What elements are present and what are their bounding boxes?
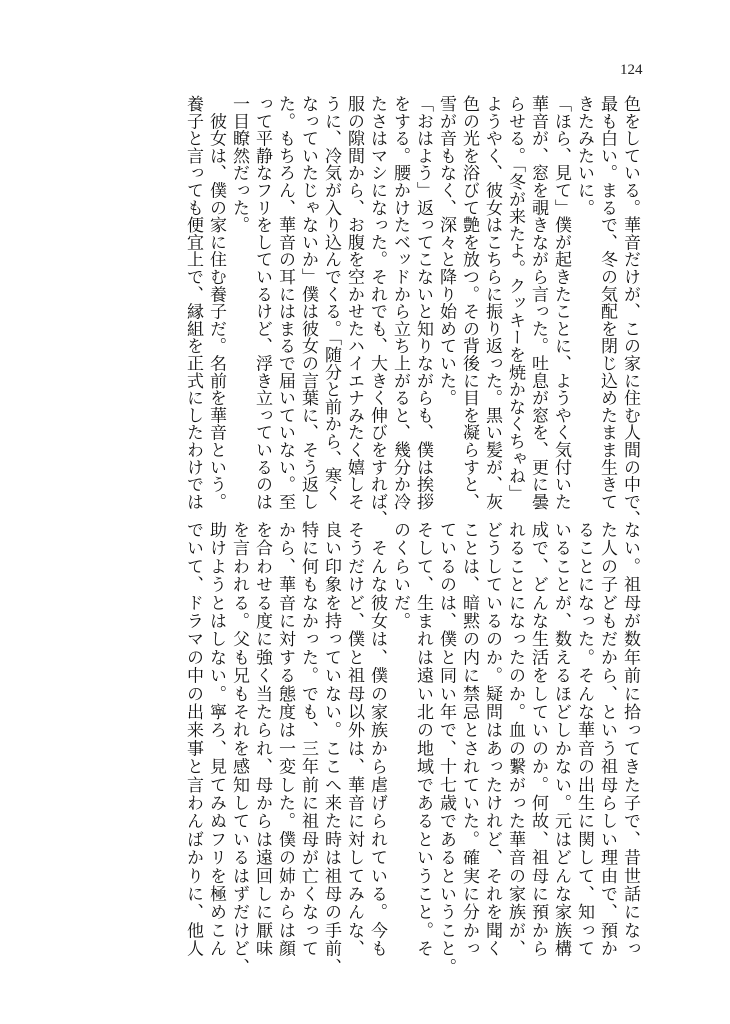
text-line: たさはマシになった。それでも、大きく伸びをすれば、 [367,95,387,528]
text-line: を合わせる度に強く当たられ、母からは遠回しに厭味 [252,521,272,958]
text-line: た。もちろん、華音の耳にはまるで届いていない。至 [275,95,295,511]
text-line: をする。腰かけたベッドから立ち上がると、幾分か冷 [390,95,410,511]
text-line: 一目瞭然だった。 [229,95,249,234]
text-line: いることが、数えるほどしかない。元はどんな家族構 [551,521,571,958]
text-line: ているのは、僕と同い年で、十七歳であるということ。 [436,521,456,976]
text-line: なっていたじゃないか」僕は彼女の言葉に、そう返し [298,95,318,511]
text-block-bottom [181,521,641,976]
text-line: らせる。「冬が来たよ。クッキーを焼かなくちゃね」 [505,95,525,502]
text-line: うに、冷気が入り込んでくる。「随分と前から、寒く [321,95,341,502]
text-line: ことは、暗黙の内に禁忌とされていた。確実に分かっ [459,521,479,958]
text-line: 「ほら、見て」僕が起きたことに、ようやく気付いた [551,95,571,511]
text-line: ることになった。そんな華音の出生に関して、知って [574,521,594,958]
page-number: 124 [620,62,643,78]
text-line: 「おはよう」返ってこないと知りながらも、僕は挨拶 [413,95,433,511]
text-line: た人の子どもだから、という祖母らしい理由で、預か [597,521,617,958]
text-line: 雪が音もなく、深々と降り始めていた。 [436,95,456,407]
text-block-top [181,95,641,528]
text-line: ない。祖母が数年前に拾ってきた子で、昔世話になっ [620,521,640,958]
text-line: そして、生まれは遠い北の地域であるということ。そ [413,521,433,958]
text-line: 色の光を浴びて艶を放つ。その背後に目を凝らすと、 [459,95,479,511]
text-line: を言われる。父も兄もそれを感知しているはずだけど、 [229,521,249,976]
text-line: 良い印象を持っていない。ここへ来た時は祖母の手前、 [321,521,341,976]
text-line: 最も白い。まるで、冬の気配を閉じ込めたまま生きて [597,95,617,511]
text-line: でいて、ドラマの中の出来事と言わんばかりに、他人 [183,521,203,958]
text-line: ようやく、彼女はこちらに振り返った。黒い髪が、灰 [482,95,502,511]
text-line: 成で、どんな生活をしていのか。何故、祖母に預から [528,521,548,958]
text-line: 彼女は、僕の家に住む養子だ。名前を華音という。 [206,95,226,511]
text-line: そうだけど、僕と祖母以外は、華音に対してみんな、 [344,521,364,958]
text-line: 特に何もなかった。でも、三年前に祖母が亡くなって [298,521,318,958]
text-line: って平静なフリをしているけど、浮き立っているのは [252,95,272,511]
text-line: 服の隙間から、お腹を空かせたハイエナみたく嬉しそ [344,95,364,511]
text-line: 色をしている。華音だけが、この家に住む人間の中で、 [620,95,640,528]
text-line: から、華音に対する態度は一変した。僕の姉からは顔 [275,521,295,958]
text-line: れることになったのか。血の繋がった華音の家族が、 [505,521,525,958]
text-line: どうしているのか。疑問はあったけれど、それを聞く [482,521,502,958]
text-line: 華音が、窓を覗きながら言った。吐息が窓を、更に曇 [528,95,548,511]
text-line: そんな彼女は、僕の家族から虐げられている。今も [367,521,387,958]
text-line: 養子と言っても便宜上で、縁組を正式にしたわけでは [183,95,203,511]
text-line: きたみたいに。 [574,95,594,217]
text-line: 助けようとはしない。寧ろ、見てみぬフリを極めこん [206,521,226,958]
text-line: のくらいだ。 [390,521,410,631]
